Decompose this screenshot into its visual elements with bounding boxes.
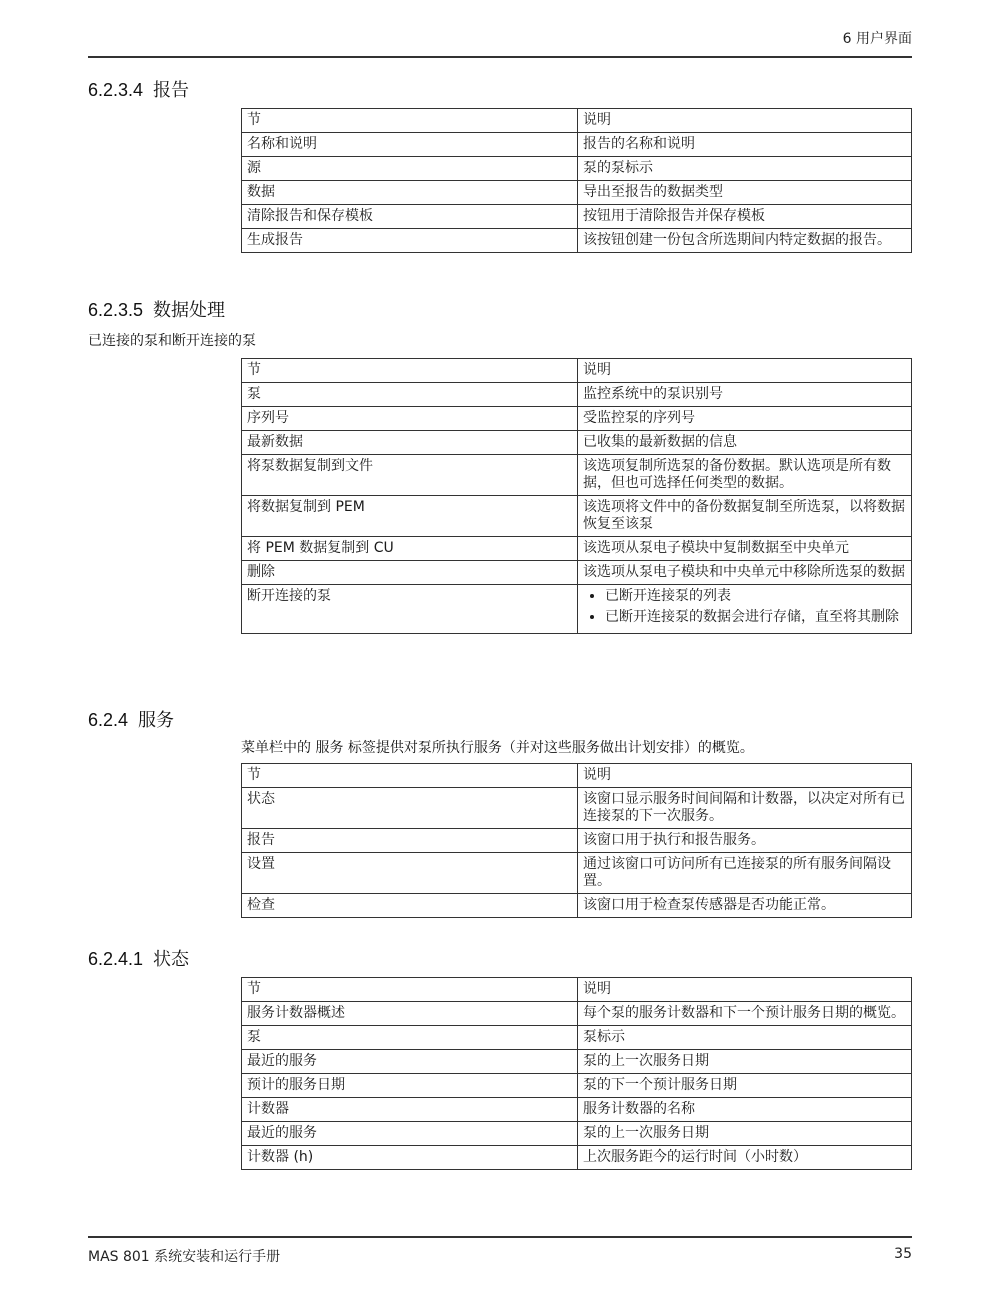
cell-section: 数据 [242,181,578,205]
cell-section: 服务计数器概述 [242,1002,578,1026]
section-heading-data-handling [88,296,225,322]
table-row [242,157,912,181]
cell-section: 泵 [242,1026,578,1050]
cell-section: 设置 [242,853,578,894]
cell-description: 服务计数器的名称 [578,1098,912,1122]
cell-section: 断开连接的泵 [242,585,578,634]
cell-description: 泵的上一次服务日期 [578,1050,912,1074]
cell-description: 每个泵的服务计数器和下一个预计服务日期的概览。 [578,1002,912,1026]
cell-description: 该选项复制所选泵的备份数据。默认选项是所有数据，但也可选择任何类型的数据。 [578,455,912,496]
bullet-list [583,588,906,626]
bullet-item: • 已断开连接泵的列表 [605,588,906,605]
table-row [242,496,912,537]
table-status [241,977,912,1170]
cell-description: 该窗口显示服务时间间隔和计数器，以决定对所有已连接泵的下一次服务。 [578,788,912,829]
table-row [242,407,912,431]
cell-section: 计数器 [242,1098,578,1122]
cell-description: 泵的泵标示 [578,157,912,181]
section-title: 报告 [153,80,190,101]
section-intro: 菜单栏中的 服务 标签提供对泵所执行服务（并对这些服务做出计划安排）的概览。 [241,740,754,756]
page-header-chapter: 6 用户界面 [842,31,912,47]
column-header-description: 说明 [578,978,912,1002]
column-header-description: 说明 [578,359,912,383]
cell-description: 导出至报告的数据类型 [578,181,912,205]
column-header-description: 说明 [578,109,912,133]
cell-section: 清除报告和保存模板 [242,205,578,229]
cell-description: 该按钮创建一份包含所选期间内特定数据的报告。 [578,229,912,253]
table-header-row [242,978,912,1002]
column-header-section: 节 [242,109,578,133]
cell-section: 状态 [242,788,578,829]
table-row [242,829,912,853]
cell-section: 计数器 (h) [242,1146,578,1170]
table-row [242,383,912,407]
table-row [242,788,912,829]
cell-section: 生成报告 [242,229,578,253]
cell-section: 报告 [242,829,578,853]
cell-description: 受监控泵的序列号 [578,407,912,431]
table-data-handling [241,358,912,634]
table-row [242,205,912,229]
table-header-row [242,109,912,133]
table-header-row [242,359,912,383]
section-heading-reports [88,76,189,102]
cell-description: 该选项将文件中的备份数据复制至所选泵，以将数据恢复至该泵 [578,496,912,537]
table-row [242,894,912,918]
table-row [242,1002,912,1026]
column-header-section: 节 [242,764,578,788]
section-number: 6.2.3.5 [88,300,144,320]
cell-section: 泵 [242,383,578,407]
cell-description: 该选项从泵电子模块中复制数据至中央单元 [578,537,912,561]
table-row [242,431,912,455]
cell-description: 已收集的最新数据的信息 [578,431,912,455]
table-header-row [242,764,912,788]
cell-description: 报告的名称和说明 [578,133,912,157]
cell-description: 该窗口用于检查泵传感器是否功能正常。 [578,894,912,918]
cell-description: 该选项从泵电子模块和中央单元中移除所选泵的数据 [578,561,912,585]
cell-section: 源 [242,157,578,181]
cell-section: 名称和说明 [242,133,578,157]
table-reports [241,108,912,253]
table-row [242,1098,912,1122]
cell-section: 最新数据 [242,431,578,455]
table-row [242,1074,912,1098]
footer-manual-title: MAS 801 系统安装和运行手册 [88,1249,281,1265]
cell-section: 检查 [242,894,578,918]
section-number: 6.2.4.1 [88,949,144,969]
table-row [242,229,912,253]
cell-section: 将 PEM 数据复制到 CU [242,537,578,561]
bullet-item: • 已断开连接泵的数据会进行存储，直至将其删除 [605,609,906,626]
cell-description: 按钮用于清除报告并保存模板 [578,205,912,229]
table-row [242,585,912,634]
cell-section: 最近的服务 [242,1122,578,1146]
section-heading-service [88,706,174,732]
column-header-description: 说明 [578,764,912,788]
table-row [242,455,912,496]
section-title: 数据处理 [153,300,226,321]
cell-description: 泵标示 [578,1026,912,1050]
table-row [242,1050,912,1074]
cell-description: 监控系统中的泵识别号 [578,383,912,407]
cell-description: 上次服务距今的运行时间（小时数） [578,1146,912,1170]
section-title: 状态 [153,949,190,970]
cell-section: 最近的服务 [242,1050,578,1074]
cell-description: 泵的下一个预计服务日期 [578,1074,912,1098]
table-row [242,1026,912,1050]
table-row [242,561,912,585]
cell-section: 序列号 [242,407,578,431]
page-number: 35 [894,1246,912,1262]
column-header-section: 节 [242,359,578,383]
cell-description: 泵的上一次服务日期 [578,1122,912,1146]
cell-section: 将数据复制到 PEM [242,496,578,537]
table-row [242,181,912,205]
header-divider [88,56,912,58]
table-row [242,133,912,157]
table-row [242,853,912,894]
section-heading-status [88,945,189,971]
table-service [241,763,912,918]
cell-description [578,585,912,634]
cell-section: 将泵数据复制到文件 [242,455,578,496]
section-number: 6.2.4 [88,710,129,730]
cell-section: 删除 [242,561,578,585]
cell-description: 该窗口用于执行和报告服务。 [578,829,912,853]
section-title: 服务 [138,710,175,731]
table-row [242,537,912,561]
section-intro: 已连接的泵和断开连接的泵 [88,333,256,349]
cell-section: 预计的服务日期 [242,1074,578,1098]
table-row [242,1146,912,1170]
table-row [242,1122,912,1146]
column-header-section: 节 [242,978,578,1002]
cell-description: 通过该窗口可访问所有已连接泵的所有服务间隔设置。 [578,853,912,894]
section-number: 6.2.3.4 [88,80,144,100]
footer-divider [88,1236,912,1238]
